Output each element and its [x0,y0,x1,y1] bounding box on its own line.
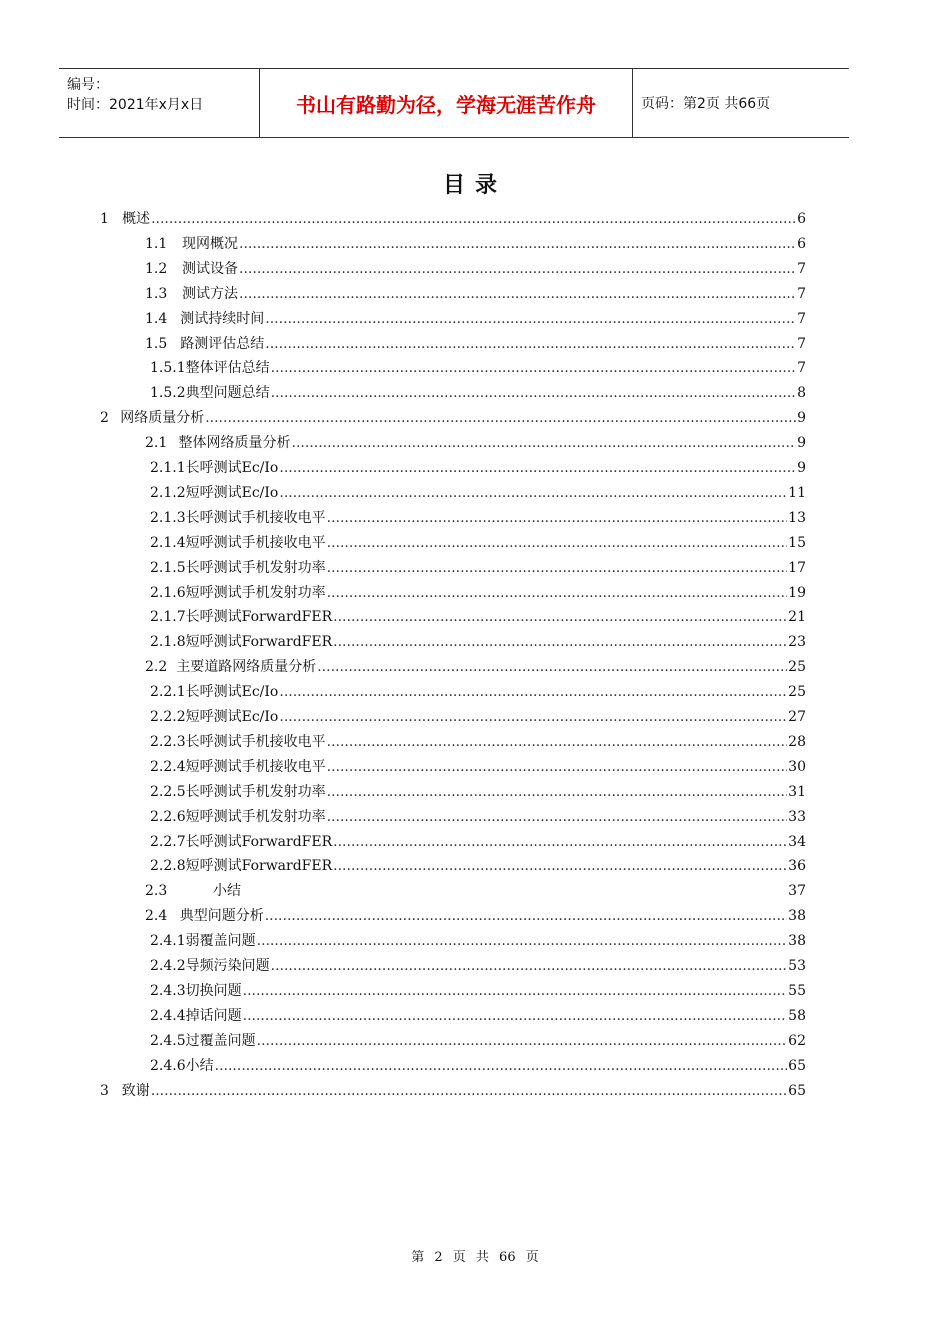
toc-page-number: 17 [788,559,806,576]
toc-entry[interactable] [150,631,806,653]
toc-title: 路测评估总结 [180,335,265,352]
toc-leader-dots [327,532,788,554]
toc-number: 2.1.8 [150,634,186,651]
toc-title: 整体网络质量分析 [178,435,291,452]
toc-leader-dots [265,905,787,927]
toc-page-number: 38 [788,933,806,950]
toc-page-number: 25 [788,659,806,676]
toc-title: 整体评估总结 [185,360,270,377]
header-page-info: 页码：第2页 共66页 [641,96,771,112]
toc-page-number: 55 [788,982,806,999]
toc-page-number: 7 [797,285,806,302]
toc-page-number: 21 [788,609,806,626]
toc-leader-dots [327,507,788,529]
toc-page-number: 7 [797,310,806,327]
toc-number: 2.3 [145,883,168,900]
toc-page-number: 19 [788,584,806,601]
page-title: 目录 [442,173,507,198]
toc-leader-dots [271,382,796,404]
toc-page-number: 11 [788,484,806,501]
toc-number: 2.1.1 [150,460,186,476]
toc-page-number: 53 [788,958,806,974]
toc-number: 2.2.3 [150,733,186,750]
toc-number: 1.5.2 [150,385,186,402]
toc-leader-dots [271,357,796,379]
toc-leader-dots [239,283,796,305]
toc-title: 短呼测试Ec/Io [185,484,279,501]
toc-page-number: 7 [797,360,806,377]
toc-entry[interactable] [150,582,806,604]
toc-page-number: 31 [788,783,806,800]
toc-page-number: 34 [788,833,806,850]
toc-title: 弱覆盖问题 [185,933,256,950]
toc-entry[interactable] [150,1055,806,1077]
toc-title: 短呼测试手机接收电平 [185,534,326,551]
toc-title: 短呼测试Ec/Io [185,709,279,725]
toc-title: 测试持续时间 [180,310,265,327]
toc-title: 测试方法 [182,285,239,302]
toc-entry[interactable] [150,681,806,703]
toc-number: 2.1.5 [150,559,186,576]
header-meta [67,75,257,115]
toc-title: 长呼测试ForwardFER [185,833,333,850]
toc-page-number: 7 [797,335,806,352]
header-motto: 书山有路勤为径，学海无涯苦作舟 [296,92,596,117]
toc-title: 长呼测试手机发射功率 [185,559,326,576]
toc-entry[interactable] [145,308,806,330]
toc-entry[interactable] [150,457,806,479]
toc-page-number: 13 [788,509,806,526]
toc-entry[interactable] [150,781,806,803]
toc-leader-dots [239,233,796,255]
toc-leader-dots [279,457,796,479]
toc-number: 2.2 [145,659,168,676]
toc-page-number: 7 [797,260,806,277]
toc-entry[interactable] [150,482,806,504]
toc-title: 典型问题总结 [185,385,270,402]
toc-leader-dots [317,656,787,678]
toc-leader-dots [239,258,796,280]
toc-leader-dots [279,482,787,504]
serial-label: 编号： [67,77,109,93]
toc-number: 2.2.2 [150,709,186,725]
toc-entry[interactable] [150,507,806,529]
toc-number: 2.2.6 [150,808,186,825]
toc-title: 短呼测试手机发射功率 [185,808,326,825]
toc-number: 2.4.4 [150,1007,186,1024]
toc-entry[interactable] [150,855,806,877]
toc-title: 网络质量分析 [120,410,205,427]
toc-page-number: 33 [788,808,806,825]
toc-leader-dots [327,806,788,828]
toc-leader-dots [205,407,796,429]
toc-entry[interactable] [145,333,806,355]
toc-page-number: 6 [797,211,806,227]
toc-number: 2.1 [145,435,168,452]
toc-number: 2.1.7 [150,609,186,626]
toc-title: 长呼测试ForwardFER [185,609,333,626]
toc-entry[interactable] [150,806,806,828]
toc-entry[interactable] [150,606,806,628]
toc-title: 导频污染问题 [185,958,270,974]
date-text: 时间：2021年x月x日 [67,97,204,113]
toc-entry[interactable] [150,1030,806,1052]
page-header [59,68,849,138]
toc-title: 短呼测试ForwardFER [185,634,333,651]
toc-number: 1.1 [145,235,168,252]
toc-title: 典型问题分析 [179,908,264,925]
toc-entry[interactable] [145,258,806,280]
toc-number: 2.2.1 [150,684,186,701]
toc-entry[interactable] [100,407,806,429]
toc-entry[interactable] [150,955,806,977]
header-divider [632,69,633,137]
toc-leader-dots [327,557,788,579]
toc-entry[interactable] [145,432,806,454]
toc-page-number: 6 [797,235,806,252]
toc-number: 2.4 [145,908,168,925]
toc-number: 2.4.6 [150,1057,186,1074]
toc-number: 2.1.4 [150,534,186,551]
toc-number: 1.5 [145,335,168,352]
toc-leader-dots [333,606,787,628]
toc-leader-dots [279,681,787,703]
toc-entry[interactable] [145,656,806,678]
toc-number: 1.4 [145,310,168,327]
toc-number: 1.5.1 [150,360,186,377]
toc-leader-dots [327,731,788,753]
toc-leader-dots [151,1080,787,1102]
toc-entry[interactable] [150,831,806,853]
toc-number: 2.2.4 [150,758,186,775]
toc-page-number: 25 [788,684,806,701]
toc-leader-dots [243,980,788,1002]
toc-entry[interactable] [100,208,806,230]
toc-page-number: 65 [788,1057,806,1074]
toc-number: 1.3 [145,285,168,302]
toc-entry[interactable] [145,905,806,927]
toc-leader-dots [333,631,787,653]
toc-number: 2.4.3 [150,982,186,999]
toc-page-number: 28 [788,733,806,750]
toc-page-number: 38 [788,908,806,925]
toc-entry[interactable] [145,233,806,255]
toc-number: 3 [100,1082,109,1099]
toc-entry[interactable] [150,1005,806,1027]
toc-number: 2.2.5 [150,783,186,800]
toc-page-number: 37 [788,883,806,900]
toc-entry[interactable] [150,731,806,753]
toc-leader-dots [327,781,788,803]
toc-title: 现网概况 [182,235,239,252]
toc-page-number: 58 [788,1007,806,1024]
toc-title: 主要道路网络质量分析 [176,659,317,676]
toc-number: 2.1.6 [150,584,186,601]
toc-number: 1 [100,211,109,227]
toc-title: 小结 [185,1057,214,1074]
toc-page-number: 36 [788,858,806,875]
toc-entry[interactable] [145,283,806,305]
toc-title: 掉话问题 [185,1007,242,1024]
page-footer: 第 2 页 共 66 页 [411,1250,539,1265]
toc-title: 长呼测试手机发射功率 [185,783,326,800]
toc-leader-dots [333,831,787,853]
toc-entry[interactable] [150,706,806,728]
toc-title: 长呼测试手机接收电平 [185,509,326,526]
toc-title: 短呼测试手机发射功率 [185,584,326,601]
toc-page-number: 15 [788,534,806,551]
toc-number: 2.1.3 [150,509,186,526]
toc-page-number: 8 [797,385,806,402]
toc-entry[interactable] [150,756,806,778]
toc-leader-dots [271,955,788,977]
toc-leader-dots [151,208,796,230]
toc-entry[interactable] [145,880,806,902]
toc-title: 过覆盖问题 [185,1032,256,1049]
toc-leader-dots [279,706,787,728]
toc-number: 2.1.2 [150,484,186,501]
toc-entry[interactable] [150,357,806,379]
toc-title: 小结 [213,883,241,900]
toc-title: 长呼测试Ec/Io [185,684,279,701]
toc-title: 测试设备 [182,260,239,277]
toc-number: 2.2.7 [150,833,186,850]
toc-page-number: 27 [788,709,806,725]
toc-title: 致谢 [121,1082,150,1099]
toc-entry[interactable] [150,382,806,404]
toc-leader-dots [333,855,787,877]
toc-title: 切换问题 [185,982,242,999]
toc-leader-dots [215,1055,788,1077]
toc-entry[interactable] [100,1080,806,1102]
toc-number: 2 [100,410,109,427]
toc-leader-dots [265,308,796,330]
toc-title: 长呼测试Ec/Io [185,460,279,476]
toc-page-number: 9 [797,460,806,476]
toc-entry[interactable] [150,532,806,554]
toc-page-number: 23 [788,634,806,651]
toc-title: 概述 [122,211,151,227]
toc-leader-dots [257,930,788,952]
toc-leader-dots [257,1030,788,1052]
toc-leader-dots [265,333,796,355]
toc-page-number: 9 [797,410,806,427]
toc-number: 1.2 [145,260,168,277]
toc-number: 2.2.8 [150,858,186,875]
toc-title: 短呼测试ForwardFER [185,858,333,875]
toc-leader-dots [292,432,797,454]
toc-leader-dots [327,756,788,778]
toc-entry[interactable] [150,980,806,1002]
toc-page-number: 65 [788,1082,806,1099]
toc-number: 2.4.5 [150,1032,186,1049]
toc-title: 长呼测试手机接收电平 [185,733,326,750]
toc-number: 2.4.1 [150,933,186,950]
toc-title: 短呼测试手机接收电平 [185,758,326,775]
toc-page-number: 9 [797,435,806,452]
toc-page-number: 30 [788,758,806,775]
toc-number: 2.4.2 [150,958,186,974]
toc-page-number: 62 [788,1032,806,1049]
toc-leader-dots [243,1005,788,1027]
toc-entry[interactable] [150,557,806,579]
toc-leader-dots [327,582,788,604]
toc-entry[interactable] [150,930,806,952]
